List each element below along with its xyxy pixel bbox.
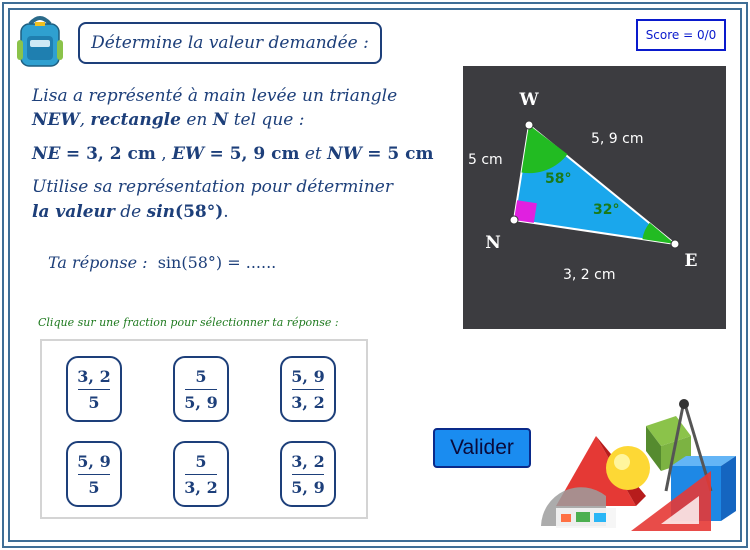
fraction-bar [78,474,110,475]
page-title: Détermine la valeur demandée : [78,22,382,64]
triangle-name: NEW [32,110,80,130]
fraction-choice-6[interactable] [280,441,336,507]
statement-line-4: Utilise sa représentation pour déterminer [32,177,393,197]
fraction-choice-1[interactable] [66,356,122,422]
fraction-denominator: 5, 9 [184,392,218,412]
nw-value: = 5 cm [367,144,434,164]
fraction-denominator: 5 [88,477,100,497]
answer-label: Ta réponse : [48,253,148,272]
valider-button[interactable]: Valider [433,428,531,468]
ne-value: = 3, 2 cm [65,144,156,164]
ne-label: NE [32,144,61,164]
answer-line [48,253,276,272]
vertex-n-point [510,216,518,224]
fraction-denominator: 5, 9 [291,477,325,497]
fraction-choice-4[interactable] [66,441,122,507]
fraction-bar [78,389,110,390]
answer-expression[interactable]: sin(58°) = ...... [157,253,277,272]
score-indicator: Score = 0/0 [636,19,726,51]
triangle-figure [463,66,726,329]
fraction-numerator: 5 [195,451,207,471]
fraction-bar [185,389,217,390]
statement-lengths [32,144,433,164]
statement-period: . [223,202,229,222]
fraction-denominator: 3, 2 [184,477,218,497]
fraction-choice-5[interactable] [173,441,229,507]
statement-comma: , [79,110,85,130]
angle-w-label: 58° [545,171,572,187]
ne-separator: , [161,144,167,164]
yellow-sphere-shape [606,446,650,490]
vertex-w-label: W [519,90,539,110]
instruction-text: Clique sur une fraction pour sélectionner ta réponse : [38,316,339,329]
vertex-e-point [671,240,679,248]
fraction-bar [292,474,324,475]
fraction-numerator: 5, 9 [77,451,111,471]
vertex-e-label: E [684,251,698,271]
side-nw-label: 5 cm [468,152,503,168]
fraction-bar [185,474,217,475]
de-word: de [120,202,142,222]
tel-que-text: tel que : [233,110,305,130]
fraction-numerator: 5, 9 [291,366,325,386]
ew-value: = 5, 9 cm [209,144,300,164]
backpack-icon [15,14,65,68]
statement-line-2 [32,110,304,130]
sin-function: sin [146,202,176,222]
choices-panel [40,339,368,519]
vertex-n-label: N [485,233,501,253]
fraction-denominator: 5 [88,392,100,412]
angle-e-label: 32° [593,202,620,218]
school-supplies-illustration [536,396,736,536]
et-word: et [304,144,322,164]
fraction-bar [292,389,324,390]
valeur-phrase: la valeur [32,202,115,222]
right-angle-vertex: N [212,110,229,130]
fraction-choice-3[interactable] [280,356,336,422]
fraction-denominator: 3, 2 [291,392,325,412]
vertex-w-point [525,121,533,129]
fraction-numerator: 5 [195,366,207,386]
rectangle-word: rectangle [90,110,181,130]
sin-argument: (58°) [175,202,224,222]
fraction-choice-2[interactable] [173,356,229,422]
ew-label: EW [172,144,205,164]
side-we-label: 5, 9 cm [591,131,644,147]
nw-label: NW [327,144,362,164]
fraction-numerator: 3, 2 [291,451,325,471]
en-word: en [186,110,208,130]
statement-line-5 [32,202,229,222]
side-ne-label: 3, 2 cm [563,267,616,283]
statement-line-1: Lisa a représenté à main levée un triangle [32,86,398,106]
fraction-numerator: 3, 2 [77,366,111,386]
